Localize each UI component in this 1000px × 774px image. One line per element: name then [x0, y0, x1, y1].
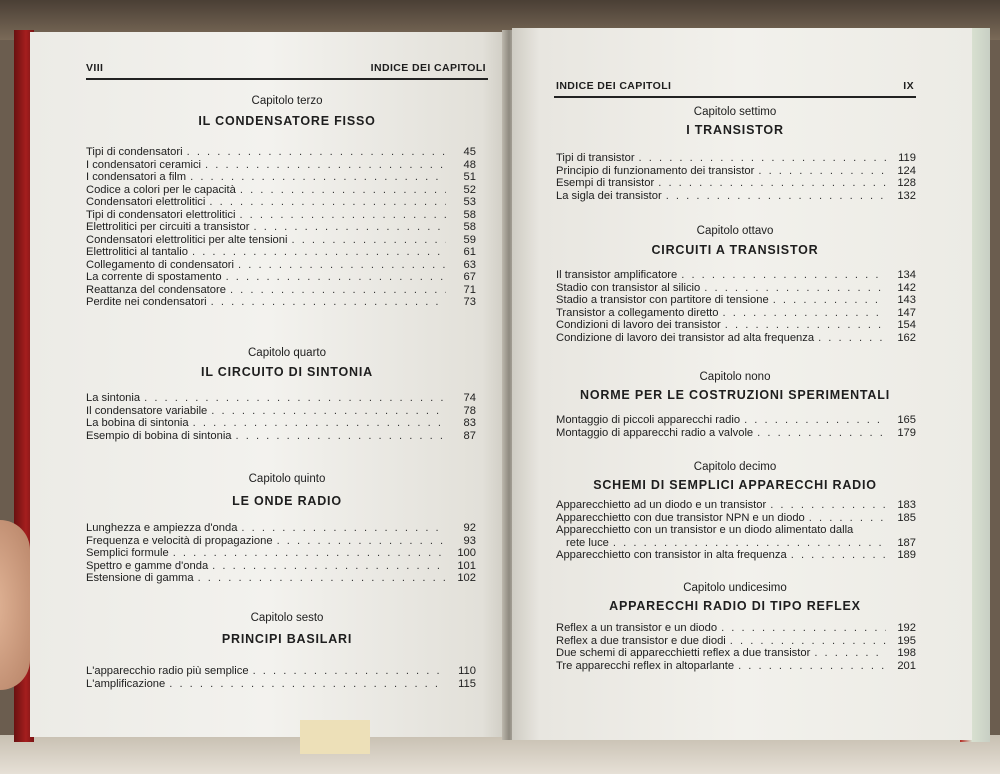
entry-title: Semplici formule — [86, 547, 169, 559]
chapter-entries — [86, 392, 476, 442]
chapter-entries — [556, 414, 916, 439]
chapter-label: Capitolo sesto — [250, 612, 324, 624]
entry-title: Stadio a transistor con partitore di tensione — [556, 294, 769, 306]
header-rule — [554, 96, 916, 98]
entry-page: 115 — [458, 677, 476, 690]
entry-page: 124 — [897, 164, 916, 177]
chapter-entries — [86, 146, 476, 309]
entry-page: 183 — [897, 499, 916, 511]
leader-dots — [613, 537, 886, 550]
chapter-label: Capitolo quarto — [248, 347, 326, 359]
entry-title: rete luce — [566, 536, 609, 549]
entry-title: I condensatori ceramici — [86, 158, 202, 171]
leader-dots — [666, 190, 886, 203]
leader-dots — [814, 647, 886, 660]
leader-dots — [236, 430, 446, 443]
entry-page: 165 — [897, 414, 916, 426]
toc-entry[interactable] — [556, 307, 916, 320]
toc-entry[interactable] — [556, 549, 916, 562]
entry-title: Principio di funzionamento dei transistor — [556, 164, 755, 177]
leader-dots — [192, 246, 446, 259]
chapter-label: Capitolo undicesimo — [683, 582, 787, 594]
toc-entry[interactable] — [86, 171, 476, 184]
entry-page: 147 — [897, 306, 916, 319]
leader-dots — [723, 307, 886, 320]
chapter-label: Capitolo quinto — [248, 473, 326, 485]
leader-dots — [757, 427, 886, 440]
toc-entry[interactable] — [556, 152, 916, 165]
entry-title: Codice a colori per le capacità — [86, 183, 236, 196]
toc-entry[interactable] — [556, 269, 916, 282]
entry-page: 143 — [897, 294, 916, 306]
entry-title: Elettrolitici al tantalio — [86, 246, 188, 258]
leader-dots — [144, 392, 446, 405]
chapter-entries — [556, 499, 916, 562]
entry-page: 83 — [463, 417, 476, 429]
chapter-entries — [86, 522, 476, 585]
entry-title: L'amplificazione — [86, 677, 166, 690]
entry-title: Due schemi di apparecchietti reflex a due transistor — [556, 647, 811, 659]
entry-title: Montaggio di piccoli apparecchi radio — [556, 414, 741, 426]
toc-entry[interactable] — [556, 190, 916, 203]
toc-entry[interactable] — [86, 678, 476, 691]
toc-entry[interactable] — [556, 499, 916, 512]
thumb — [0, 520, 30, 690]
toc-entry[interactable] — [86, 209, 476, 222]
entry-page: 185 — [897, 511, 916, 524]
chapter-title: PRINCIPI BASILARI — [221, 632, 353, 646]
leader-dots — [291, 234, 446, 247]
toc-entry[interactable] — [86, 547, 476, 560]
entry-title: Esempi di transistor — [556, 177, 655, 189]
toc-entry[interactable] — [556, 332, 916, 345]
entry-page: 100 — [457, 547, 476, 559]
leader-dots — [190, 171, 446, 184]
toc-entry[interactable] — [86, 522, 476, 535]
entry-title: Tipi di transistor — [556, 152, 635, 164]
entry-title: Apparecchietto con un transistor e un diodo alimentato dalla — [556, 524, 854, 536]
entry-page: 51 — [463, 171, 476, 183]
chapter-label: Capitolo terzo — [251, 95, 323, 107]
chapter-entries — [556, 622, 916, 672]
entry-title: Frequenza e velocità di propagazione — [86, 534, 273, 547]
entry-title: Il condensatore variabile — [86, 404, 208, 417]
running-head: INDICE DEI CAPITOLI — [370, 62, 486, 74]
entry-title: Condensatori elettrolitici per alte tensioni — [86, 233, 288, 246]
chapter-title: CIRCUITI A TRANSISTOR — [651, 243, 819, 257]
entry-page: 74 — [463, 392, 476, 404]
toc-entry[interactable] — [556, 660, 916, 673]
leader-dots — [730, 635, 886, 648]
toc-entry[interactable] — [556, 282, 916, 295]
entry-page: 58 — [463, 221, 476, 233]
chapter-label: Capitolo nono — [699, 371, 771, 383]
leader-dots — [253, 665, 446, 678]
chapter-label: Capitolo decimo — [693, 461, 777, 473]
entry-title: La bobina di sintonia — [86, 417, 189, 429]
entry-page: 162 — [897, 331, 916, 344]
leader-dots — [744, 414, 886, 427]
leader-dots — [681, 269, 886, 282]
entry-title: Perdite nei condensatori — [86, 296, 207, 308]
left-page — [30, 32, 506, 737]
entry-page: 132 — [897, 189, 916, 202]
entry-page: 53 — [463, 196, 476, 208]
chapter-title: IL CIRCUITO DI SINTONIA — [201, 365, 373, 379]
leader-dots — [791, 549, 886, 562]
entry-title: Spettro e gamme d'onda — [86, 559, 209, 572]
entry-page: 128 — [897, 177, 916, 189]
toc-entry[interactable] — [556, 177, 916, 190]
entry-page: 93 — [463, 534, 476, 547]
leader-dots — [211, 296, 446, 309]
leader-dots — [193, 417, 446, 430]
entry-page: 102 — [457, 572, 476, 584]
entry-page: 78 — [463, 404, 476, 417]
entry-page: 119 — [898, 152, 916, 164]
chapter-entries — [86, 665, 476, 690]
toc-entry[interactable] — [86, 535, 476, 548]
toc-entry[interactable] — [556, 319, 916, 332]
header-rule — [86, 78, 488, 80]
entry-title: Reattanza del condensatore — [86, 283, 226, 296]
toc-entry[interactable] — [86, 430, 476, 443]
entry-title: Il transistor amplificatore — [556, 269, 678, 281]
toc-entry[interactable] — [86, 271, 476, 284]
leader-dots — [277, 535, 446, 548]
entry-title: Transistor a collegamento diretto — [556, 306, 719, 319]
toc-entry[interactable] — [556, 512, 916, 525]
paper-insert — [300, 720, 370, 754]
entry-title: L'apparecchio radio più semplice — [86, 665, 249, 677]
leader-dots — [770, 499, 886, 512]
toc-entry[interactable] — [556, 427, 916, 440]
entry-page: 154 — [897, 319, 916, 331]
toc-entry[interactable] — [86, 259, 476, 272]
toc-entry[interactable] — [86, 159, 476, 172]
entry-page: 198 — [897, 647, 916, 659]
entry-page: 48 — [463, 158, 476, 171]
toc-entry[interactable] — [556, 294, 916, 307]
leader-dots — [241, 522, 446, 535]
leader-dots — [230, 284, 446, 297]
entry-page: 201 — [897, 659, 916, 672]
leader-dots — [205, 159, 446, 172]
entry-page: 134 — [897, 269, 916, 281]
entry-page: 63 — [463, 258, 476, 271]
toc-entry[interactable] — [556, 524, 916, 537]
entry-title: Stadio con transistor al silicio — [556, 281, 701, 294]
entry-title: Lunghezza e ampiezza d'onda — [86, 522, 238, 534]
entry-title: Condizioni di lavoro dei transistor — [556, 319, 721, 331]
chapter-entries — [556, 152, 916, 202]
leader-dots — [809, 512, 886, 525]
entry-title: Esempio di bobina di sintonia — [86, 429, 232, 442]
leader-dots — [226, 271, 446, 284]
leader-dots — [173, 547, 446, 560]
entry-title: La sigla dei transistor — [556, 189, 662, 202]
entry-title: Reflex a un transistor e un diodo — [556, 622, 718, 634]
entry-title: Montaggio di apparecchi radio a valvole — [556, 426, 754, 439]
chapter-title: I TRANSISTOR — [686, 123, 784, 137]
toc-entry[interactable] — [86, 146, 476, 159]
entry-page: 67 — [463, 271, 476, 283]
chapter-label: Capitolo settimo — [693, 106, 777, 118]
chapter-title: IL CONDENSATORE FISSO — [198, 114, 376, 128]
entry-title: Tipi di condensatori — [86, 146, 183, 158]
toc-entry[interactable] — [556, 414, 916, 427]
entry-title: I condensatori a film — [86, 171, 187, 183]
entry-page: 92 — [463, 522, 476, 534]
toc-entry[interactable] — [86, 246, 476, 259]
chapter-title: NORME PER LE COSTRUZIONI SPERIMENTALI — [580, 388, 890, 402]
entry-page: 189 — [897, 549, 916, 561]
entry-page: 142 — [897, 281, 916, 294]
entry-page: 192 — [897, 622, 916, 634]
toc-entry[interactable] — [86, 221, 476, 234]
leader-dots — [209, 196, 446, 209]
entry-page: 179 — [897, 426, 916, 439]
leader-dots — [639, 152, 886, 165]
leader-dots — [818, 332, 886, 345]
entry-page: 59 — [463, 233, 476, 246]
entry-page: 73 — [463, 296, 476, 308]
entry-title: Apparecchietto con transistor in alta frequenza — [556, 549, 787, 561]
leader-dots — [721, 622, 886, 635]
toc-entry[interactable] — [86, 284, 476, 297]
leader-dots — [198, 572, 446, 585]
entry-page: 110 — [458, 665, 476, 677]
leader-dots — [254, 221, 446, 234]
toc-entry[interactable] — [86, 196, 476, 209]
chapter-entries — [556, 269, 916, 344]
toc-entry[interactable] — [86, 417, 476, 430]
toc-entry[interactable] — [86, 560, 476, 573]
toc-entry[interactable] — [86, 234, 476, 247]
toc-entry[interactable] — [556, 537, 916, 550]
toc-entry[interactable] — [86, 665, 476, 678]
toc-entry[interactable] — [86, 572, 476, 585]
leader-dots — [773, 294, 886, 307]
chapter-title: LE ONDE RADIO — [232, 494, 342, 508]
entry-title: Tre apparecchi reflex in altoparlante — [556, 659, 735, 672]
toc-entry[interactable] — [86, 392, 476, 405]
chapter-label: Capitolo ottavo — [696, 225, 774, 237]
leader-dots — [169, 678, 446, 691]
background-bottom — [0, 735, 1000, 774]
entry-page: 87 — [463, 429, 476, 442]
toc-entry[interactable] — [556, 635, 916, 648]
leader-dots — [738, 660, 886, 673]
entry-title: Apparecchietto con due transistor NPN e un diodo — [556, 511, 805, 524]
entry-title: Condizione di lavoro dei transistor ad alta frequenza — [556, 331, 815, 344]
page-number: IX — [903, 80, 914, 92]
leader-dots — [211, 405, 446, 418]
entry-title: Reflex a due transistor e due diodi — [556, 634, 726, 647]
toc-entry[interactable] — [86, 184, 476, 197]
entry-page: 45 — [463, 146, 476, 158]
leader-dots — [725, 319, 886, 332]
entry-page: 71 — [463, 283, 476, 296]
toc-entry[interactable] — [86, 296, 476, 309]
page-number: VIII — [86, 62, 104, 74]
leader-dots — [240, 184, 446, 197]
toc-entry[interactable] — [556, 165, 916, 178]
running-head: INDICE DEI CAPITOLI — [556, 80, 672, 92]
entry-page: 61 — [463, 246, 476, 258]
entry-title: Tipi di condensatori elettrolitici — [86, 208, 236, 221]
entry-title: Estensione di gamma — [86, 572, 194, 584]
entry-page: 187 — [897, 536, 916, 549]
toc-entry[interactable] — [556, 622, 916, 635]
chapter-title: SCHEMI DI SEMPLICI APPARECCHI RADIO — [593, 478, 877, 492]
entry-title: Apparecchietto ad un diodo e un transistor — [556, 499, 767, 511]
entry-title: Elettrolitici per circuiti a transistor — [86, 221, 250, 233]
toc-entry[interactable] — [556, 647, 916, 660]
entry-page: 195 — [897, 634, 916, 647]
leader-dots — [758, 165, 886, 178]
entry-title: La sintonia — [86, 392, 141, 404]
entry-title: La corrente di spostamento — [86, 271, 222, 283]
entry-page: 52 — [463, 183, 476, 196]
entry-title: Condensatori elettrolitici — [86, 196, 206, 208]
toc-entry[interactable] — [86, 405, 476, 418]
entry-page: 58 — [463, 208, 476, 221]
entry-title: Collegamento di condensatori — [86, 258, 235, 271]
leader-dots — [187, 146, 446, 159]
leader-dots — [704, 282, 886, 295]
entry-page: 101 — [457, 559, 476, 572]
right-page — [512, 28, 972, 740]
chapter-title: APPARECCHI RADIO DI TIPO REFLEX — [609, 599, 861, 613]
leader-dots — [658, 177, 886, 190]
leader-dots — [239, 209, 446, 222]
leader-dots — [212, 560, 446, 573]
leader-dots — [238, 259, 446, 272]
